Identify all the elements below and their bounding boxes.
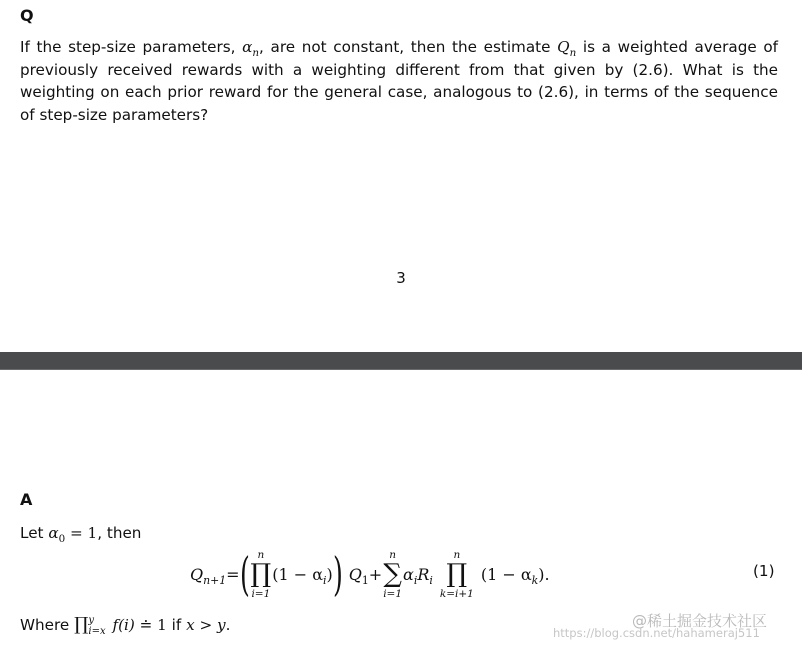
upper-limit: n — [453, 548, 461, 561]
q-glyph: Q — [557, 38, 570, 56]
watermark-site: @稀土掘金技术社区 — [632, 612, 768, 630]
product-symbol: ∏ — [74, 614, 89, 635]
r-subscript: i — [429, 573, 433, 587]
let-statement — [20, 524, 142, 546]
prod-limits — [88, 615, 105, 637]
factor-text: (1 − α — [272, 564, 324, 584]
lower-limit: k=i+1 — [439, 587, 474, 600]
where-statement — [20, 614, 230, 637]
alpha-glyph: α — [242, 38, 253, 56]
let-equals: = 1 — [65, 524, 98, 542]
product-operator — [251, 549, 272, 600]
factor-close: ). — [538, 564, 550, 584]
let-text: , then — [97, 524, 142, 542]
let-text: Let — [20, 524, 49, 542]
main-equation — [190, 542, 550, 606]
alpha-glyph: α — [48, 524, 59, 542]
prod-upper-limit: y — [88, 614, 95, 626]
alpha-subscript: 0 — [58, 533, 66, 546]
function-arg: (i) — [118, 616, 135, 634]
factor-one — [272, 564, 333, 587]
answer-page — [0, 370, 802, 649]
period: . — [225, 616, 231, 634]
question-text — [20, 36, 778, 126]
page-divider — [0, 352, 802, 370]
q-glyph: Q — [348, 564, 362, 584]
plus-sign: + — [368, 564, 383, 584]
lower-limit: i=1 — [383, 587, 403, 600]
open-paren: ( — [239, 547, 250, 601]
q-glyph: Q — [190, 564, 204, 584]
question-text-part: , are not constant, then the estimate — [259, 38, 558, 56]
where-text: Where — [20, 616, 75, 634]
question-heading: Q — [20, 6, 34, 25]
lower-limit: i=1 — [251, 587, 271, 600]
sum-symbol: ∑ — [383, 558, 402, 589]
q-subscript: 1 — [361, 573, 369, 587]
watermark-url: https://blog.csdn.net/hahameraj511 — [553, 626, 760, 640]
q-one — [348, 564, 369, 587]
alpha-r-term — [403, 564, 433, 587]
q-n-symbol — [557, 38, 577, 60]
sum-operator — [383, 549, 402, 600]
product-symbol: ∏ — [446, 558, 468, 589]
factor-subscript: k — [531, 573, 539, 587]
lhs-q — [190, 564, 227, 587]
q-subscript: n+1 — [203, 573, 227, 587]
inner-product-operator — [440, 549, 474, 600]
alpha-subscript: i — [413, 573, 418, 587]
factor-subscript: i — [323, 573, 327, 587]
alpha-subscript: n — [252, 47, 260, 60]
alpha-zero-symbol — [48, 524, 66, 546]
q-subscript: n — [569, 47, 577, 60]
alpha-n-symbol — [242, 38, 260, 60]
question-text-part: If the step-size parameters, — [20, 38, 243, 56]
factor-two — [480, 564, 550, 587]
page-number: 3 — [396, 269, 406, 287]
close-paren: ) — [332, 547, 343, 601]
function-f: f — [107, 616, 119, 634]
product-symbol: ∏ — [250, 558, 272, 589]
answer-heading: A — [20, 490, 33, 509]
factor-close: ) — [326, 564, 333, 584]
condition: x > y — [186, 616, 226, 634]
equals-sign: = — [226, 564, 240, 584]
upper-limit: n — [389, 548, 396, 561]
upper-limit: n — [257, 548, 265, 561]
equation-number: (1) — [753, 562, 775, 580]
where-text: if — [166, 616, 187, 634]
defined-equal: ≐ 1 — [134, 616, 167, 634]
prod-lower-limit: i=x — [88, 625, 106, 637]
r-glyph: R — [417, 564, 430, 584]
question-text-part: is a weighted average of previously received rewards with a weighting different from that given by (2.6). What is the weighting on each prior reward for the general case, analogous to (2.6), in terms of the sequence of step-size parameters? — [20, 38, 778, 124]
factor-text: (1 − α — [480, 564, 532, 584]
alpha-glyph: α — [403, 564, 414, 584]
